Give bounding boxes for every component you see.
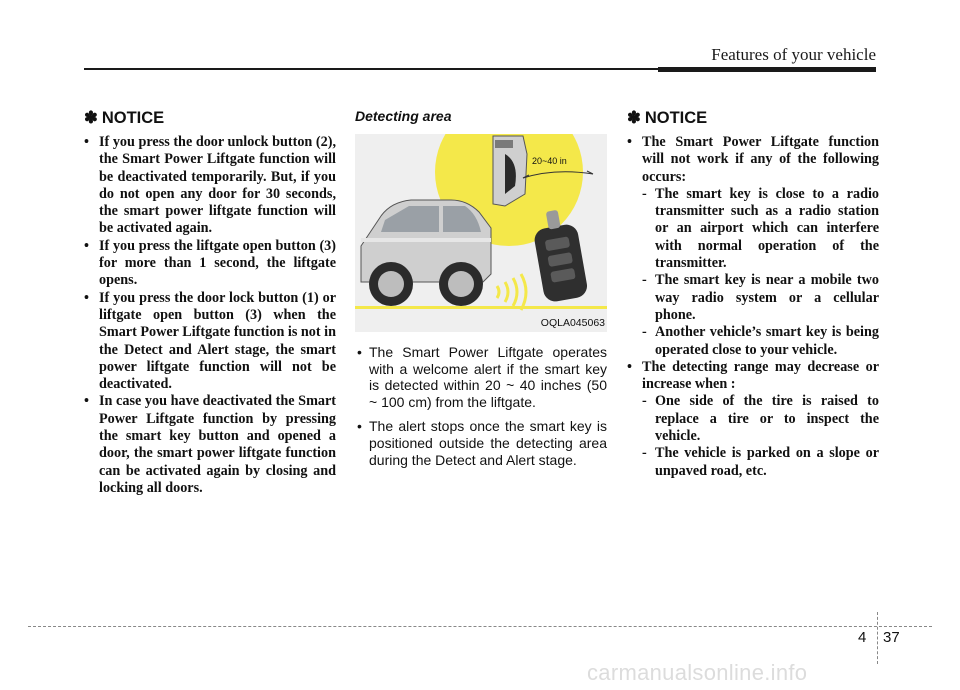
footer-divider [877, 612, 878, 664]
notice-star-icon: ✽ [84, 109, 98, 127]
notice-heading: ✽ NOTICE [84, 109, 165, 127]
page-number: 37 [883, 629, 900, 646]
notice-item: • If you press the door unlock button (2), the Smart Power Liftgate function will be deactivated temporarily. But, if you do not open any door for 30 seconds, the smart power liftgate function will be activated again. [84, 134, 336, 237]
column-right [627, 108, 879, 480]
notice-subitem: - Another vehicle’s smart key is being operated close to your vehicle. [642, 324, 879, 358]
notice-item: • In case you have deactivated the Smart Power Liftgate function by pressing the smart key button and opened a door, the smart power liftgate function can be activated again by closing and locking all doors. [84, 393, 336, 496]
column-middle [355, 108, 607, 476]
notice-sublist [642, 393, 879, 479]
notice-subitem: - One side of the tire is raised to replace a tire or to inspect the vehicle. [642, 393, 879, 445]
notice-list [84, 134, 336, 497]
notice-sublist [642, 186, 879, 359]
notice-item: • If you press the door lock button (1) or liftgate open button (3) when the Smart Power Liftgate function is not in the Detect and Alert stage, the smart power liftgate function will not be deactivated. [84, 289, 336, 393]
notice-item: • The Smart Power Liftgate function will not work if any of the following occurs: - The smart key is close to a radio transmitter such as a radio station or an airport which can interfere with normal operation of the transmitter. - The smart key is near a mobile two way radio system or a cellular phone. - Another vehicle’s smart key is being operated close to your vehicle. [627, 134, 879, 358]
column-left [84, 108, 336, 497]
section-number: 4 [858, 629, 867, 646]
footer-rule [28, 626, 932, 627]
running-header: Features of your vehicle [711, 45, 876, 64]
section-title: Detecting area [355, 108, 452, 124]
detecting-area-figure [355, 134, 607, 332]
notice-subitem: - The vehicle is parked on a slope or unpaved road, etc. [642, 445, 879, 479]
figure-caption: OQLA045063 [540, 317, 605, 329]
range-label: 20~40 in [532, 156, 567, 166]
notice-item: • If you press the liftgate open button (3) for more than 1 second, the liftgate opens. [84, 237, 336, 289]
detecting-area-list [355, 344, 607, 468]
watermark: carmanualsonline.info [587, 660, 808, 685]
notice-heading: ✽ NOTICE [627, 109, 708, 127]
header-rule-accent [658, 67, 876, 72]
notice-item: • The detecting range may decrease or increase when : - One side of the tire is raised to replace a tire or to inspect the vehicle. - The vehicle is parked on a slope or unpaved road, etc. [627, 358, 879, 479]
notice-subitem: - The smart key is close to a radio transmitter such as a radio station or an airport which can interfere with normal operation of the transmitter. [642, 185, 879, 272]
car-illustration [355, 134, 607, 332]
notice-subitem: - The smart key is near a mobile two way radio system or a cellular phone. [642, 272, 879, 323]
notice-list [627, 134, 879, 480]
list-item: • The alert stops once the smart key is positioned outside the detecting area during the Detect and Alert stage. [357, 418, 607, 468]
notice-star-icon: ✽ [627, 109, 641, 127]
list-item: • The Smart Power Liftgate operates with a welcome alert if the smart key is detected within 20 ~ 40 inches (50 ~ 100 cm) from the liftgate. [357, 344, 607, 410]
